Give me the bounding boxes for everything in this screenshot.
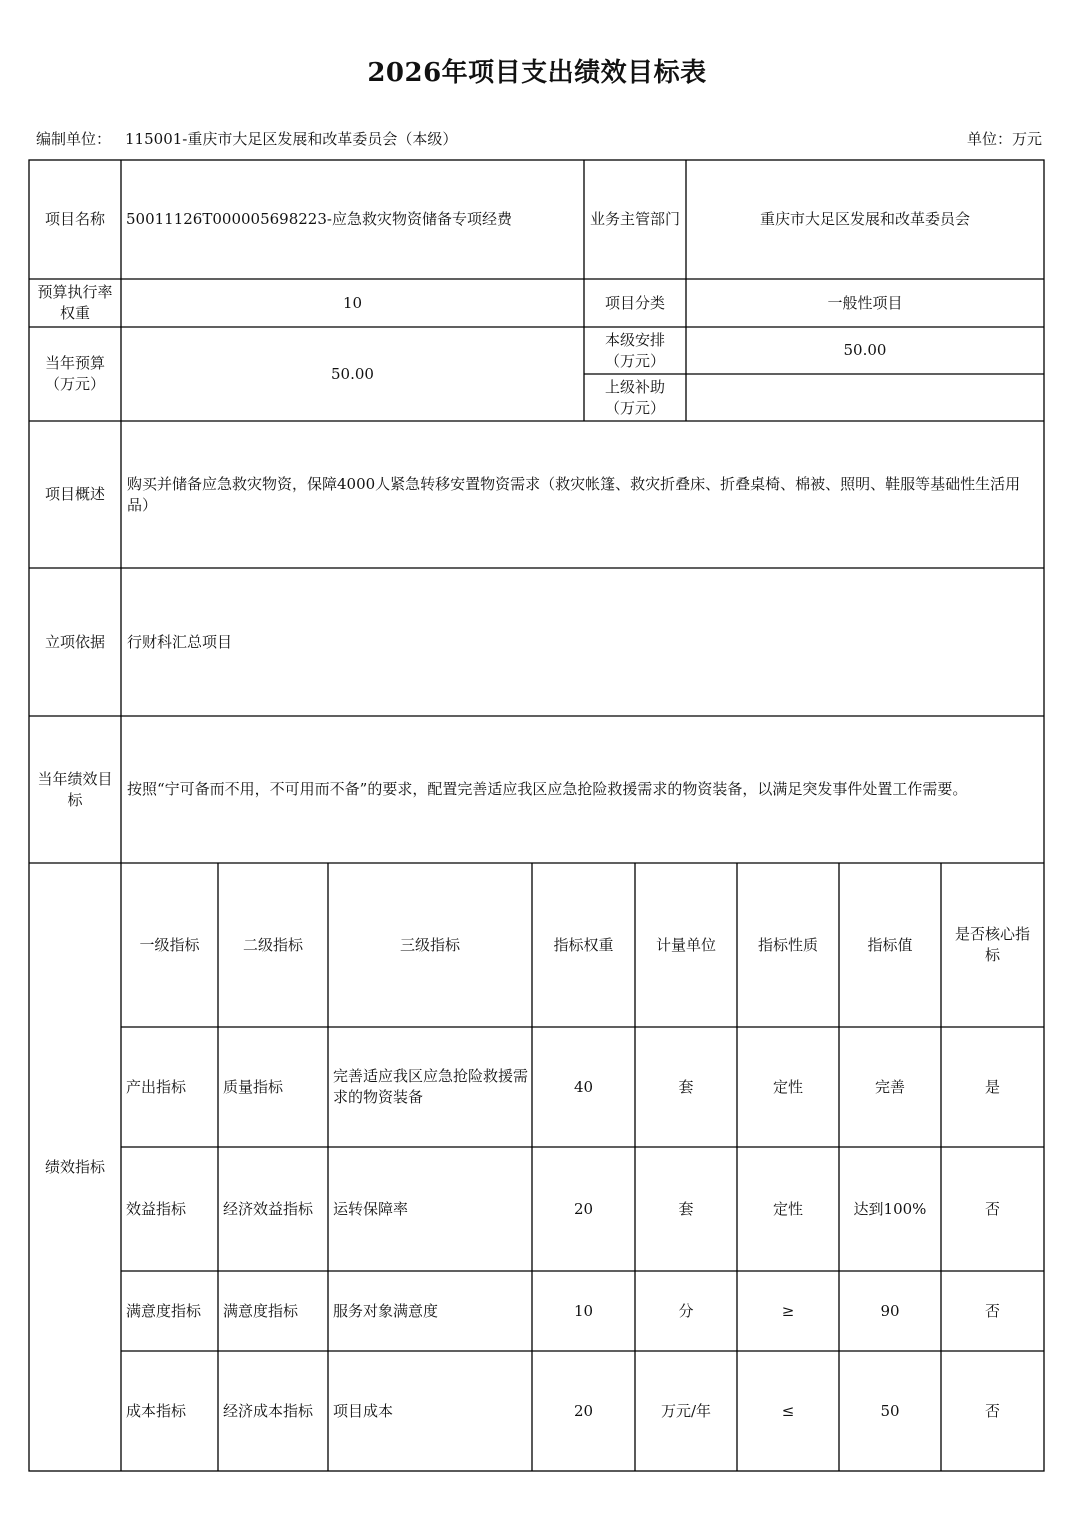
indicator-cell: 50 (880, 1401, 900, 1420)
overview-label: 项目概述 (44, 485, 105, 503)
indicator-header: 指标权重 (553, 935, 614, 954)
indicator-cell: 项目成本 (333, 1401, 394, 1420)
indicator-cell: 质量指标 (223, 1077, 284, 1096)
upper-value (686, 374, 1044, 421)
indicator-cell: 服务对象满意度 (333, 1301, 439, 1320)
indicator-cell: 定性 (772, 1199, 803, 1218)
page-title: 2026年项目支出绩效目标表 (367, 58, 707, 88)
org-value: 115001-重庆市大足区发展和改革委员会（本级） (125, 130, 458, 148)
indicator-header: 计量单位 (655, 935, 716, 954)
indicator-cell: 否 (984, 1199, 1000, 1218)
indicator-cell: 满意度指标 (126, 1301, 202, 1320)
indicator-cell: 完善 (874, 1077, 905, 1096)
indicator-cell: ≥ (781, 1301, 795, 1320)
indicator-cell: 分 (678, 1301, 694, 1320)
local-label: 本级安排（万元） (604, 330, 665, 370)
indicator-cell: 否 (984, 1301, 1000, 1320)
indicator-cell: 套 (678, 1199, 694, 1218)
indicator-cell: 完善适应我区应急抢险救援需求的物资装备 (333, 1067, 529, 1106)
indicator-cell: 经济成本指标 (223, 1401, 314, 1420)
indicator-cell: 套 (678, 1077, 694, 1096)
indicator-header: 指标值 (867, 935, 913, 954)
category-label: 项目分类 (604, 293, 665, 312)
indicator-header: 三级指标 (399, 935, 460, 954)
indicator-cell: 满意度指标 (223, 1301, 299, 1320)
local-value: 50.00 (843, 341, 887, 359)
indicator-header: 一级指标 (139, 935, 200, 954)
budget-value: 50.00 (331, 364, 374, 383)
indicator-cell: 成本指标 (126, 1401, 187, 1420)
indicator-cell: 20 (573, 1199, 594, 1218)
indicator-cell: 定性 (772, 1077, 803, 1096)
project-name-value: 50011126T000005698223-应急救灾物资储备专项经费 (126, 210, 512, 228)
unit-label: 单位：万元 (966, 130, 1042, 148)
dept-label: 业务主管部门 (589, 210, 680, 228)
indicator-header: 二级指标 (242, 935, 303, 954)
goal-label: 当年绩效目标 (37, 769, 113, 809)
indicator-cell: 达到100% (853, 1199, 927, 1218)
indicator-cell: ≤ (781, 1401, 795, 1420)
indicator-cell: 90 (880, 1301, 900, 1320)
basis-label: 立项依据 (44, 632, 105, 651)
indicator-cell: 20 (573, 1401, 594, 1420)
indicator-cell: 10 (573, 1301, 594, 1320)
overview-value: 购买并储备应急救灾物资，保障4000人紧急转移安置物资需求（救灾帐篷、救灾折叠床、折叠桌椅、棉被、照明、鞋服等基础性生活用品） (127, 474, 1021, 514)
indicator-cell: 万元/年 (660, 1401, 712, 1420)
indicator-cell: 否 (984, 1401, 1000, 1420)
indicator-header: 是否核心指标 (954, 925, 1030, 964)
rate-value: 10 (342, 293, 363, 312)
indicators-label: 绩效指标 (44, 1157, 105, 1176)
indicator-header: 指标性质 (757, 935, 818, 954)
indicator-cell: 产出指标 (126, 1077, 187, 1096)
indicator-cell: 运转保障率 (333, 1199, 409, 1218)
indicator-cell: 效益指标 (126, 1199, 187, 1218)
project-name-label: 项目名称 (44, 210, 105, 228)
budget-label: 当年预算（万元） (44, 354, 105, 393)
dept-value: 重庆市大足区发展和改革委员会 (759, 210, 970, 228)
org-label: 编制单位： (36, 130, 112, 148)
basis-value: 行财科汇总项目 (127, 632, 233, 651)
indicator-cell: 是 (984, 1077, 1000, 1096)
category-value: 一般性项目 (827, 293, 903, 312)
upper-label: 上级补助（万元） (604, 377, 665, 417)
goal-value: 按照“宁可备而不用，不可用而不备”的要求，配置完善适应我区应急抢险救援需求的物资装备，以满足突发事件处置工作需要。 (127, 780, 968, 798)
indicator-cell: 40 (573, 1077, 594, 1096)
rate-label: 预算执行率权重 (37, 283, 113, 322)
indicator-cell: 经济效益指标 (223, 1199, 314, 1218)
